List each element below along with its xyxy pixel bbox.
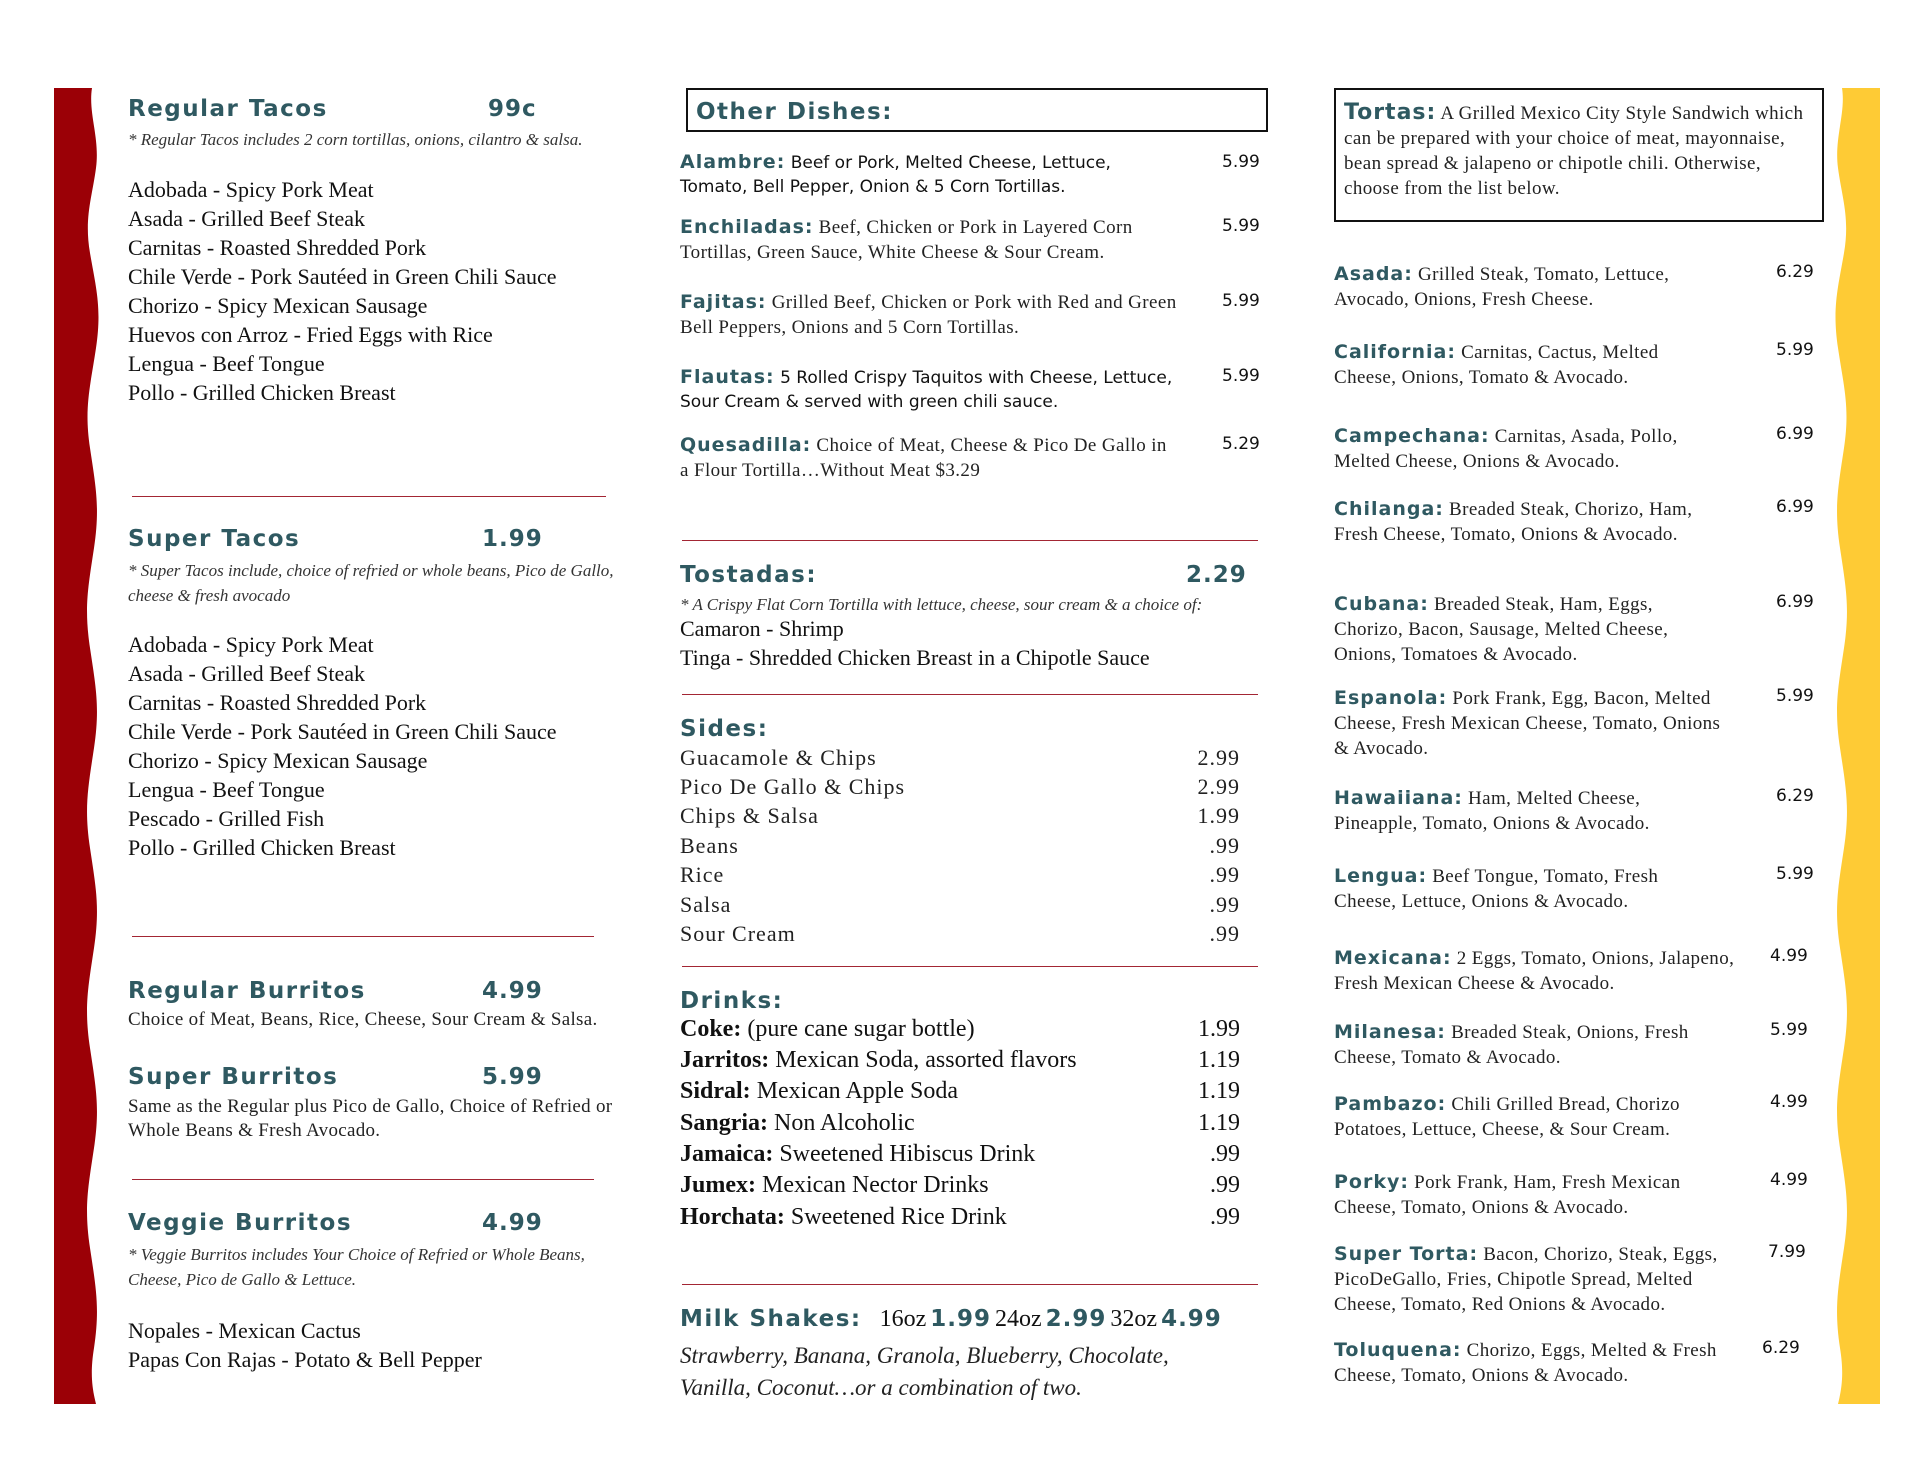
torta-price: 6.29 <box>1776 786 1814 806</box>
list-item <box>1334 592 1814 667</box>
side-name: Rice <box>680 862 725 887</box>
shake-size: 32oz <box>1110 1306 1158 1332</box>
tortas-intro <box>1344 100 1814 201</box>
torta-name: Mexicana: <box>1334 947 1452 969</box>
torta-name: Milanesa: <box>1334 1021 1446 1043</box>
drink-name: Jumex: <box>680 1172 756 1198</box>
torta-desc: Carnitas, Asada, Pollo, Melted Cheese, Onions & Avocado. <box>1334 426 1678 472</box>
dish-alambre <box>680 150 1180 199</box>
torta-desc: Carnitas, Cactus, Melted Cheese, Onions, Tomato & Avocado. <box>1334 342 1659 388</box>
torta-price: 4.99 <box>1770 1092 1808 1112</box>
divider <box>682 540 1258 541</box>
torta-price: 6.99 <box>1776 592 1814 612</box>
torta-desc: 2 Eggs, Tomato, Onions, Jalapeno, Fresh Mexican Cheese & Avocado. <box>1334 948 1735 994</box>
list-item: Nopales - Mexican Cactus <box>128 1318 361 1343</box>
torta-name: Asada: <box>1334 263 1413 285</box>
super-burritos-price: 5.99 <box>482 1064 543 1090</box>
list-item: Chile Verde - Pork Sautéed in Green Chili Sauce <box>128 719 557 744</box>
dish-price: 5.99 <box>1222 366 1260 386</box>
list-item <box>680 892 1240 918</box>
dish-name: Quesadilla: <box>680 434 812 456</box>
torta-name: Espanola: <box>1334 687 1448 709</box>
torta-name: Porky: <box>1334 1171 1409 1193</box>
shake-price: 1.99 <box>930 1306 991 1332</box>
side-name: Beans <box>680 833 739 858</box>
list-item <box>680 1047 1240 1074</box>
list-item: Pollo - Grilled Chicken Breast <box>128 835 396 860</box>
list-item <box>680 803 1240 829</box>
list-item <box>1334 1242 1806 1317</box>
torta-price: 4.99 <box>1770 946 1808 966</box>
dish-price: 5.99 <box>1222 291 1260 311</box>
list-item: Chorizo - Spicy Mexican Sausage <box>128 748 428 773</box>
torta-desc: Pork Frank, Ham, Fresh Mexican Cheese, Tomato, Onions & Avocado. <box>1334 1172 1681 1218</box>
shake-price: 4.99 <box>1161 1306 1222 1332</box>
dish-price: 5.29 <box>1222 434 1260 454</box>
drink-price: .99 <box>1210 1172 1240 1198</box>
dish-price: 5.99 <box>1222 216 1260 236</box>
list-item: Pollo - Grilled Chicken Breast <box>128 380 396 405</box>
shake-size: 16oz <box>879 1306 927 1332</box>
torta-name: Hawaiiana: <box>1334 787 1463 809</box>
drink-name: Jamaica: <box>680 1141 774 1167</box>
dish-desc: Choice of Meat, Cheese & Pico De Gallo in a Flour Tortilla…Without Meat $3.29 <box>680 435 1167 481</box>
torta-price: 5.99 <box>1776 686 1814 706</box>
list-item <box>1334 1170 1808 1220</box>
list-item <box>1334 1338 1800 1388</box>
shake-size: 24oz <box>995 1306 1042 1332</box>
list-item <box>1334 497 1814 547</box>
dish-name: Enchiladas: <box>680 216 814 238</box>
side-name: Sour Cream <box>680 921 796 946</box>
drink-desc: Non Alcoholic <box>774 1110 915 1136</box>
super-tacos-price: 1.99 <box>482 526 543 552</box>
tostadas-title: Tostadas: <box>680 562 818 588</box>
list-item: Asada - Grilled Beef Steak <box>128 661 366 686</box>
torta-name: Pambazo: <box>1334 1093 1447 1115</box>
divider <box>682 694 1258 695</box>
list-item <box>680 1016 1240 1043</box>
torta-price: 5.99 <box>1770 1020 1808 1040</box>
torta-price: 6.99 <box>1776 424 1814 444</box>
list-item <box>680 862 1240 888</box>
torta-desc: Chili Grilled Bread, Chorizo Potatoes, Lettuce, Cheese, & Sour Cream. <box>1334 1094 1680 1140</box>
side-price: .99 <box>1209 862 1240 887</box>
list-item <box>680 1172 1240 1199</box>
list-item: Papas Con Rajas - Potato & Bell Pepper <box>128 1347 482 1372</box>
list-item <box>1334 864 1814 914</box>
shake-price: 2.99 <box>1045 1306 1107 1332</box>
list-item: Adobada - Spicy Pork Meat <box>128 632 374 657</box>
drink-price: 1.99 <box>1198 1016 1240 1042</box>
list-item <box>1334 424 1814 474</box>
super-burritos-title: Super Burritos <box>128 1064 339 1090</box>
list-item <box>680 1110 1240 1137</box>
milk-shakes-header <box>680 1306 1222 1333</box>
drink-name: Coke: <box>680 1016 742 1042</box>
drink-price: .99 <box>1210 1204 1240 1230</box>
dish-flautas <box>680 365 1180 414</box>
side-name: Salsa <box>680 892 732 917</box>
torta-price: 7.99 <box>1768 1242 1806 1262</box>
list-item <box>680 774 1240 800</box>
list-item: Chorizo - Spicy Mexican Sausage <box>128 293 428 318</box>
list-item: Asada - Grilled Beef Steak <box>128 206 366 231</box>
side-name: Guacamole & Chips <box>680 745 877 770</box>
dish-desc: Beef, Chicken or Pork in Layered Corn Tortillas, Green Sauce, White Cheese & Sour Cream. <box>680 217 1133 263</box>
regular-burritos-desc: Choice of Meat, Beans, Rice, Cheese, Sour Cream & Salsa. <box>128 1009 598 1030</box>
list-item <box>1334 1020 1808 1070</box>
list-item <box>1334 786 1814 836</box>
drink-desc: (pure cane sugar bottle) <box>747 1016 975 1042</box>
torta-price: 6.29 <box>1762 1338 1800 1358</box>
drink-desc: Sweetened Hibiscus Drink <box>779 1141 1036 1167</box>
list-item <box>680 1141 1240 1168</box>
list-item: Carnitas - Roasted Shredded Pork <box>128 690 427 715</box>
side-price: .99 <box>1209 892 1240 917</box>
list-item <box>1334 1092 1808 1142</box>
tostadas-note: * A Crispy Flat Corn Tortilla with lettuce, cheese, sour cream & a choice of: <box>680 595 1203 614</box>
dish-desc: 5 Rolled Crispy Taquitos with Cheese, Lettuce, Sour Cream & served with green chili sauce. <box>680 368 1173 412</box>
divider <box>682 1284 1258 1285</box>
side-price: 1.99 <box>1197 803 1240 828</box>
regular-tacos-list <box>128 175 648 407</box>
list-item: Lengua - Beef Tongue <box>128 777 325 802</box>
torta-price: 6.99 <box>1776 497 1814 517</box>
red-band <box>54 88 104 1404</box>
list-item <box>680 1078 1240 1105</box>
torta-name: Super Torta: <box>1334 1243 1479 1265</box>
list-item: Huevos con Arroz - Fried Eggs with Rice <box>128 322 493 347</box>
drink-desc: Mexican Soda, assorted flavors <box>775 1047 1077 1073</box>
veggie-burritos-list <box>128 1316 648 1374</box>
drink-desc: Mexican Nector Drinks <box>761 1172 989 1198</box>
veggie-burritos-price: 4.99 <box>482 1210 543 1236</box>
torta-desc: Beef Tongue, Tomato, Fresh Cheese, Lettuce, Onions & Avocado. <box>1334 866 1659 912</box>
list-item: Adobada - Spicy Pork Meat <box>128 177 374 202</box>
drink-price: 1.19 <box>1198 1047 1240 1073</box>
list-item <box>680 921 1240 947</box>
drink-desc: Mexican Apple Soda <box>756 1078 958 1104</box>
torta-name: Chilanga: <box>1334 498 1444 520</box>
list-item: Carnitas - Roasted Shredded Pork <box>128 235 427 260</box>
torta-price: 5.99 <box>1776 340 1814 360</box>
torta-price: 4.99 <box>1770 1170 1808 1190</box>
list-item <box>1334 340 1814 390</box>
side-price: .99 <box>1209 921 1240 946</box>
list-item: Chile Verde - Pork Sautéed in Green Chili Sauce <box>128 264 557 289</box>
side-price: .99 <box>1209 833 1240 858</box>
list-item <box>1334 262 1814 312</box>
divider <box>132 1179 594 1180</box>
drink-price: .99 <box>1210 1141 1240 1167</box>
torta-price: 5.99 <box>1776 864 1814 884</box>
super-tacos-title: Super Tacos <box>128 526 301 552</box>
milk-shakes-flavors: Strawberry, Banana, Granola, Blueberry, Chocolate, Vanilla, Coconut…or a combination of two. <box>680 1343 1169 1400</box>
super-tacos-note: * Super Tacos include, choice of refried or whole beans, Pico de Gallo, cheese & fresh avocado <box>128 561 614 605</box>
tortas-intro-box <box>1334 88 1824 222</box>
side-price: 2.99 <box>1197 745 1240 770</box>
drink-desc: Sweetened Rice Drink <box>790 1204 1007 1230</box>
list-item: Camaron - Shrimp <box>680 616 844 641</box>
milk-shakes-title: Milk Shakes: <box>680 1306 862 1332</box>
torta-desc: Bacon, Chorizo, Steak, Eggs, PicoDeGallo, Fries, Chipotle Spread, Melted Cheese, Tomato, Red Onions & Avocado. <box>1334 1244 1718 1315</box>
veggie-burritos-note: * Veggie Burritos includes Your Choice of Refried or Whole Beans, Cheese, Pico de Gallo & Lettuce. <box>128 1245 585 1289</box>
list-item: Tinga - Shredded Chicken Breast in a Chipotle Sauce <box>680 645 1150 670</box>
divider <box>132 936 594 937</box>
list-item <box>680 1204 1240 1231</box>
super-tacos-list <box>128 630 648 862</box>
drink-price: 1.19 <box>1198 1110 1240 1136</box>
list-item <box>1334 946 1808 996</box>
torta-desc: Pork Frank, Egg, Bacon, Melted Cheese, Fresh Mexican Cheese, Tomato, Onions & Avocado. <box>1334 688 1721 759</box>
regular-tacos-note: * Regular Tacos includes 2 corn tortillas, onions, cilantro & salsa. <box>128 130 583 149</box>
dish-price: 5.99 <box>1222 152 1260 172</box>
tostadas-list <box>680 614 1260 672</box>
yellow-band <box>1830 88 1880 1404</box>
torta-desc: Chorizo, Eggs, Melted & Fresh Cheese, Tomato, Onions & Avocado. <box>1334 1340 1717 1386</box>
side-name: Chips & Salsa <box>680 803 819 828</box>
divider <box>682 966 1258 967</box>
torta-desc: Breaded Steak, Ham, Eggs, Chorizo, Bacon, Sausage, Melted Cheese, Onions, Tomatoes & Avocado. <box>1334 594 1669 665</box>
torta-desc: Ham, Melted Cheese, Pineapple, Tomato, Onions & Avocado. <box>1334 788 1650 834</box>
list-item <box>680 745 1240 771</box>
veggie-burritos-title: Veggie Burritos <box>128 1210 353 1236</box>
drinks-title: Drinks: <box>680 988 784 1014</box>
regular-burritos-title: Regular Burritos <box>128 978 366 1004</box>
drink-name: Sidral: <box>680 1078 751 1104</box>
drink-name: Horchata: <box>680 1204 785 1230</box>
dish-desc: Beef or Pork, Melted Cheese, Lettuce, Tomato, Bell Pepper, Onion & 5 Corn Tortillas. <box>680 153 1111 197</box>
dish-name: Flautas: <box>680 366 775 388</box>
tortas-title: Tortas: <box>1344 100 1437 125</box>
list-item: Pescado - Grilled Fish <box>128 806 325 831</box>
regular-tacos-title: Regular Tacos <box>128 96 328 122</box>
torta-name: Toluquena: <box>1334 1339 1462 1361</box>
side-price: 2.99 <box>1197 774 1240 799</box>
dish-name: Fajitas: <box>680 291 767 313</box>
sides-title: Sides: <box>680 716 769 742</box>
dish-quesadilla <box>680 433 1180 483</box>
drink-name: Sangria: <box>680 1110 769 1136</box>
torta-desc: Breaded Steak, Onions, Fresh Cheese, Tomato & Avocado. <box>1334 1022 1689 1068</box>
dish-name: Alambre: <box>680 151 786 173</box>
torta-name: Campechana: <box>1334 425 1490 447</box>
torta-name: Cubana: <box>1334 593 1429 615</box>
list-item <box>1334 686 1814 761</box>
drink-price: 1.19 <box>1198 1078 1240 1104</box>
dish-enchiladas <box>680 215 1180 265</box>
torta-desc: Grilled Steak, Tomato, Lettuce, Avocado, Onions, Fresh Cheese. <box>1334 264 1670 310</box>
regular-tacos-price: 99c <box>488 96 537 122</box>
torta-name: Lengua: <box>1334 865 1428 887</box>
dish-fajitas <box>680 290 1180 340</box>
torta-desc: Breaded Steak, Chorizo, Ham, Fresh Cheese, Tomato, Onions & Avocado. <box>1334 499 1693 545</box>
tortas-intro-text: A Grilled Mexico City Style Sandwich which can be prepared with your choice of meat, mayonnaise, bean spread & jalapeno or chipotle chili. Otherwise, choose from the list below. <box>1344 103 1804 199</box>
side-name: Pico De Gallo & Chips <box>680 774 906 799</box>
list-item <box>680 833 1240 859</box>
tostadas-price: 2.29 <box>1186 562 1247 588</box>
other-dishes-title: Other Dishes: <box>696 99 893 125</box>
super-burritos-desc: Same as the Regular plus Pico de Gallo, Choice of Refried or Whole Beans & Fresh Avocado. <box>128 1096 613 1141</box>
regular-burritos-price: 4.99 <box>482 978 543 1004</box>
other-dishes-header-box <box>686 88 1268 132</box>
dish-desc: Grilled Beef, Chicken or Pork with Red and Green Bell Peppers, Onions and 5 Corn Tortillas. <box>680 292 1177 338</box>
torta-name: California: <box>1334 341 1456 363</box>
torta-price: 6.29 <box>1776 262 1814 282</box>
divider <box>132 496 606 497</box>
drink-name: Jarritos: <box>680 1047 770 1073</box>
list-item: Lengua - Beef Tongue <box>128 351 325 376</box>
